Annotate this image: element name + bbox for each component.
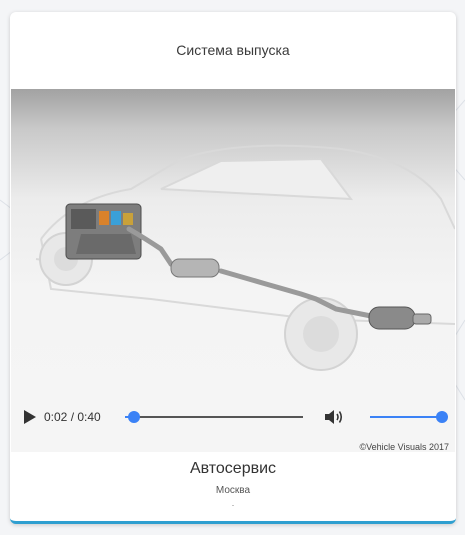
seek-slider[interactable] (125, 410, 303, 424)
player-controls (11, 399, 455, 435)
company-city: Москва (215, 485, 251, 496)
play-icon (23, 409, 37, 425)
exhaust-system-illustration (11, 89, 455, 399)
video-player (11, 89, 455, 452)
muffler (369, 307, 431, 329)
copyright-text: ©Vehicle Visuals 2017 (359, 442, 449, 452)
volume-fill (370, 416, 442, 418)
time-display: 0:02 / 0:40 (44, 410, 101, 424)
seek-track (125, 416, 303, 418)
card-title: Система выпуска (176, 42, 290, 58)
volume-slider[interactable] (370, 410, 442, 424)
volume-button[interactable] (324, 408, 344, 426)
volume-icon (324, 408, 344, 426)
company-name: Автосервис (189, 460, 277, 477)
play-button[interactable] (23, 409, 37, 425)
video-frame[interactable] (11, 89, 455, 399)
seek-thumb[interactable] (128, 411, 140, 423)
footer-extra: . (231, 498, 235, 508)
volume-thumb[interactable] (436, 411, 448, 423)
media-card (10, 12, 456, 524)
catalytic-converter (171, 259, 219, 277)
